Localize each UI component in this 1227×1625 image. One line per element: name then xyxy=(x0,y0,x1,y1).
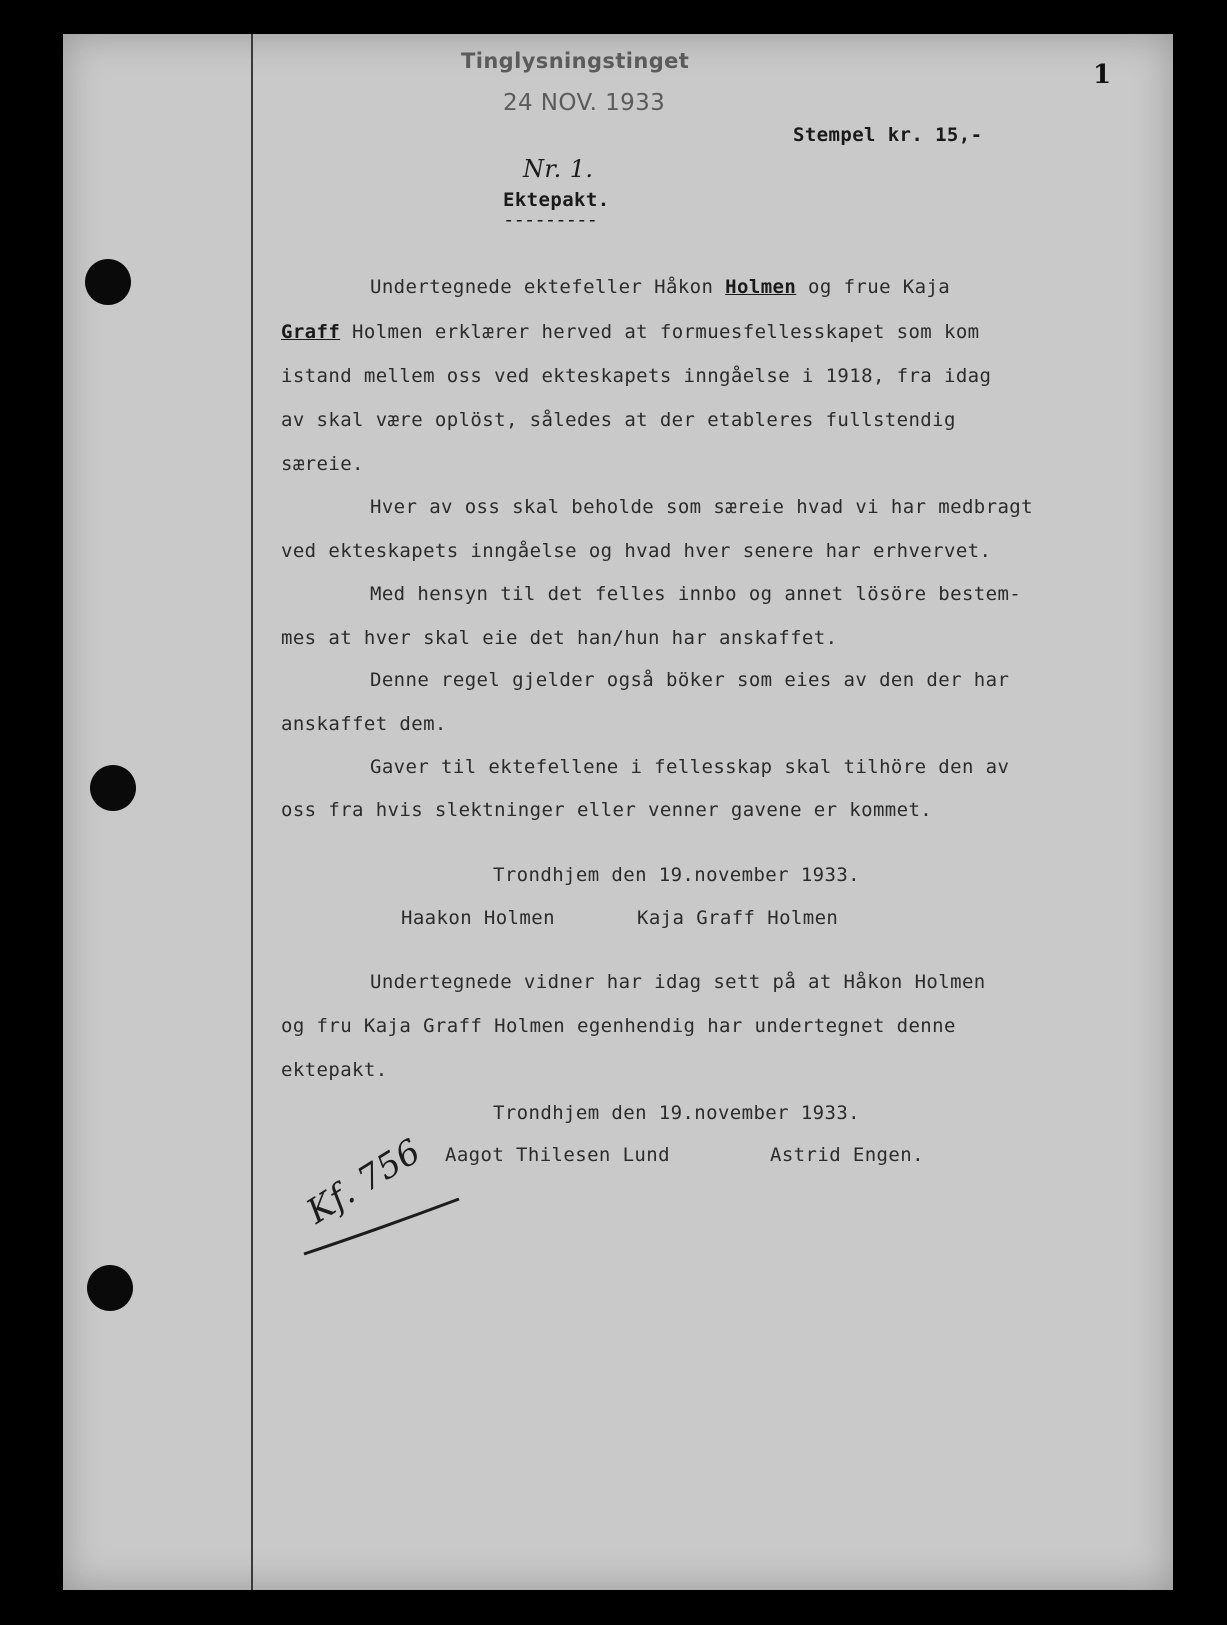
body-line: anskaffet dem. xyxy=(281,713,447,735)
body-line: Gaver til ektefellene i fellesskap skal tilhöre den av xyxy=(370,756,1010,778)
title-rule: --------- xyxy=(503,209,597,231)
punch-hole xyxy=(87,1265,133,1311)
page-number: 1 xyxy=(1093,60,1112,90)
body-line: Hver av oss skal beholde som særeie hvad vi har medbragt xyxy=(370,496,1033,518)
margin-rule xyxy=(251,34,253,1590)
signature-husband: Haakon Holmen xyxy=(401,907,555,929)
registry-stamp-office: Tinglysningstinget xyxy=(461,49,690,73)
punch-hole xyxy=(90,765,136,811)
body-line: oss fra hvis slektninger eller venner gavene er kommet. xyxy=(281,799,933,821)
body-line: Undertegnede vidner har idag sett på at Håkon Holmen xyxy=(370,971,986,993)
body-line: Graff Holmen erklærer herved at formuesfellesskapet som kom xyxy=(281,321,980,343)
punch-hole xyxy=(85,259,131,305)
body-line: istand mellem oss ved ekteskapets inngåelse i 1918, fra idag xyxy=(281,365,992,387)
signature-wife: Kaja Graff Holmen xyxy=(637,907,839,929)
document-title: Ektepakt. xyxy=(503,189,610,211)
registry-stamp-date: 24 NOV. 1933 xyxy=(503,90,666,116)
body-line: mes at hver skal eie det han/hun har anskaffet. xyxy=(281,627,838,649)
witness-signature: Astrid Engen. xyxy=(770,1144,924,1166)
handwritten-annotation: Kf. 756 xyxy=(299,1131,428,1232)
place-date: Trondhjem den 19.november 1933. xyxy=(493,1102,861,1124)
place-date: Trondhjem den 19.november 1933. xyxy=(493,864,861,886)
body-line: Undertegnede ektefeller Håkon Holmen og frue Kaja xyxy=(370,276,951,298)
witness-signature: Aagot Thilesen Lund xyxy=(445,1144,670,1166)
stamp-fee: Stempel kr. 15,- xyxy=(793,124,983,146)
body-line: av skal være oplöst, således at der etableres fullstendig xyxy=(281,409,956,431)
body-line: Denne regel gjelder også böker som eies av den der har xyxy=(370,669,1010,691)
body-line: særeie. xyxy=(281,453,364,475)
body-line: Med hensyn til det felles innbo og annet lösöre bestem- xyxy=(370,583,1022,605)
body-line: ektepakt. xyxy=(281,1059,388,1081)
handwritten-number: Nr. 1. xyxy=(523,155,594,183)
body-line: ved ekteskapets inngåelse og hvad hver senere har erhvervet. xyxy=(281,540,992,562)
annotation-underline xyxy=(299,1194,469,1274)
body-line: og fru Kaja Graff Holmen egenhendig har undertegnet denne xyxy=(281,1015,956,1037)
document-page xyxy=(63,34,1173,1590)
